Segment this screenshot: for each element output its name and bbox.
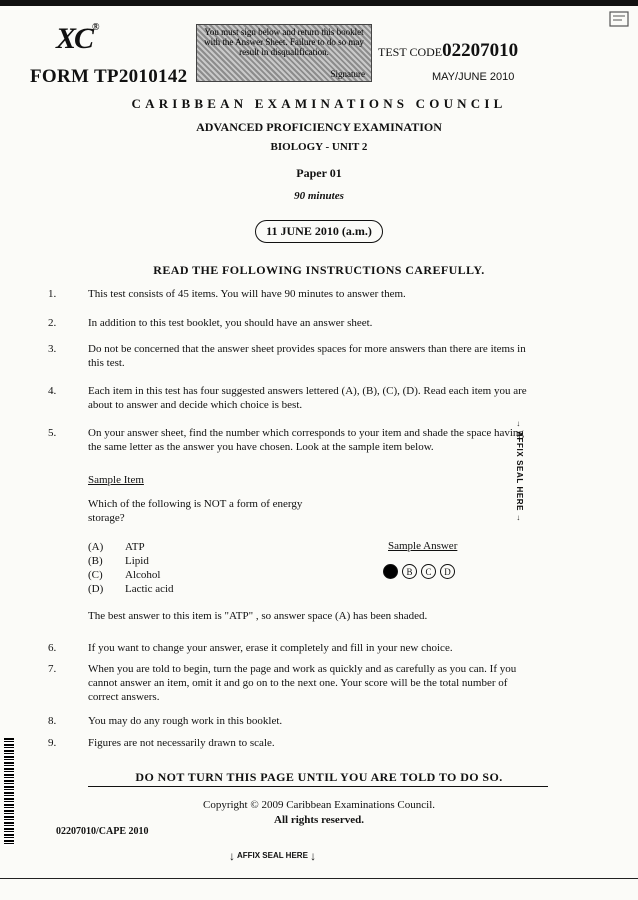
cxc-logo xyxy=(56,22,98,56)
affix-seal-right xyxy=(510,420,524,570)
option-letter: (D) xyxy=(88,583,104,595)
option-text: Lactic acid xyxy=(125,583,174,595)
instruction-text: Do not be concerned that the answer sheet provides spaces for more answers than there are items in this test. xyxy=(88,343,526,369)
option-letter: (A) xyxy=(88,541,104,553)
form-number: FORM TP2010142 xyxy=(30,66,188,87)
option-letter: (C) xyxy=(88,569,103,581)
instruction-text: When you are told to begin, turn the page and work as quickly and as carefully as you can. If you cannot answer an item, omit it and go on to the next one. Your score will be the total number of correct answers. xyxy=(88,663,517,703)
instruction-number: 8. xyxy=(48,715,57,727)
instruction-text: In addition to this test booklet, you should have an answer sheet. xyxy=(88,317,373,329)
sample-explanation: The best answer to this item is "ATP" , so answer space (A) has been shaded. xyxy=(88,610,428,622)
instruction-number: 7. xyxy=(48,663,57,675)
top-scan-border xyxy=(0,0,638,6)
copyright-text: Copyright © 2009 Caribbean Examinations Council. xyxy=(203,799,435,811)
instruction-text: This test consists of 45 items. You will have 90 minutes to answer them. xyxy=(88,288,406,300)
rights-text: All rights reserved. xyxy=(274,814,364,826)
instruction-number: 6. xyxy=(48,642,57,654)
option-letter: (B) xyxy=(88,555,103,567)
instruction-number: 1. xyxy=(48,288,57,300)
arrow-right-icon: → xyxy=(515,513,524,523)
test-code xyxy=(378,40,518,62)
answer-bubble-b: B xyxy=(402,564,417,579)
option-text: Alcohol xyxy=(125,569,161,581)
registered-mark: ® xyxy=(92,22,98,33)
exam-duration: 90 minutes xyxy=(294,190,344,202)
footer-divider xyxy=(88,786,548,787)
stamp-text: You must sign below and return this booklet with the Answer Sheet. Failure to do so may result in disqualification. xyxy=(204,27,364,57)
council-name: CARIBBEAN EXAMINATIONS COUNCIL xyxy=(131,96,507,111)
exam-date-wrap xyxy=(0,220,638,243)
exam-date: 11 JUNE 2010 (a.m.) xyxy=(255,220,383,243)
do-not-turn-warning: DO NOT TURN THIS PAGE UNTIL YOU ARE TOLD TO DO SO. xyxy=(135,770,503,784)
instruction-number: 9. xyxy=(48,737,57,749)
page-corner-icon xyxy=(608,10,632,30)
bottom-scan-line xyxy=(0,878,638,879)
instruction-text: On your answer sheet, find the number which corresponds to your item and shade the space having the same letter as the answer you have chosen. Look at the sample item below. xyxy=(88,427,524,453)
exam-session: MAY/JUNE 2010 xyxy=(432,71,515,83)
exam-name: ADVANCED PROFICIENCY EXAMINATION xyxy=(196,120,442,134)
instruction-number: 5. xyxy=(48,427,57,439)
test-code-value: 02207010 xyxy=(442,40,519,61)
arrow-down-icon: ↓ xyxy=(229,849,235,863)
instruction-text: Figures are not necessarily drawn to scale. xyxy=(88,737,275,749)
test-code-label: TEST CODE xyxy=(378,45,443,59)
instruction-text: If you want to change your answer, erase it completely and fill in your new choice. xyxy=(88,642,453,654)
paper-number: Paper 01 xyxy=(296,166,342,180)
barcode-strip xyxy=(4,738,14,846)
subject-name: BIOLOGY - UNIT 2 xyxy=(270,141,368,153)
arrow-down-icon: ↓ xyxy=(310,849,317,863)
paper-code: 02207010/CAPE 2010 xyxy=(56,826,149,837)
logo-text: XC xyxy=(56,22,93,55)
answer-bubble-c: C xyxy=(421,564,436,579)
sample-answer-label: Sample Answer xyxy=(388,540,458,552)
arrow-right-icon: → xyxy=(515,420,524,429)
option-text: ATP xyxy=(125,541,145,553)
sample-question: Which of the following is NOT a form of energy storage? xyxy=(88,498,303,524)
copyright-block xyxy=(0,798,638,828)
instruction-number: 3. xyxy=(48,343,57,355)
sample-answer-bubbles xyxy=(383,564,455,579)
instruction-number: 4. xyxy=(48,385,57,397)
affix-seal-right-text: AFFIX SEAL HERE xyxy=(515,431,524,512)
instructions-heading: READ THE FOLLOWING INSTRUCTIONS CAREFULLY. xyxy=(153,263,485,277)
stamp-signature-label: Signature xyxy=(330,69,365,79)
answer-bubble-d: D xyxy=(440,564,455,579)
instruction-text: Each item in this test has four suggested answers lettered (A), (B), (C), (D). Read each item you are about to answer and decide which choice is best. xyxy=(88,385,527,411)
option-text: Lipid xyxy=(125,555,149,567)
instruction-number: 2. xyxy=(48,317,57,329)
affix-seal-bottom xyxy=(229,849,316,863)
instruction-text: You may do any rough work in this booklet. xyxy=(88,715,283,727)
affix-seal-bottom-text: AFFIX SEAL HERE xyxy=(236,851,308,860)
sample-item-title: Sample Item xyxy=(88,474,144,486)
answer-bubble-a-filled: A xyxy=(383,564,398,579)
signature-stamp xyxy=(196,24,372,82)
